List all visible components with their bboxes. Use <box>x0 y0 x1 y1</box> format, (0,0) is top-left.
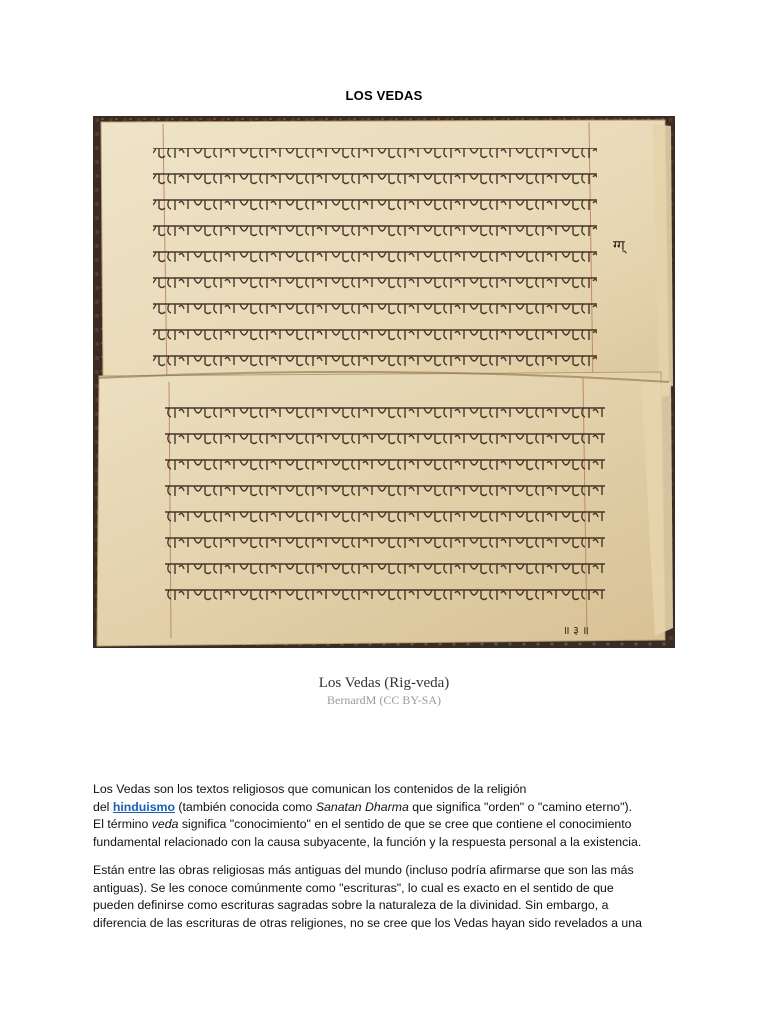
manuscript-photo <box>93 116 675 648</box>
text-fragment: El término <box>93 817 152 831</box>
text-fragment: significa "conocimiento" en el sentido de que se cree que contiene el conocimiento <box>178 817 632 831</box>
text-fragment: que significa "orden" o "camino eterno"). <box>408 799 632 814</box>
manuscript-image <box>93 116 675 648</box>
paragraph-antiquity <box>93 862 673 932</box>
hinduismo-link[interactable]: hinduismo <box>112 799 175 814</box>
paragraph-line: fundamental relacionado con la causa subyacente, la función y la respuesta personal a la existencia. <box>93 834 642 849</box>
figure-caption-credit: BernardM (CC BY-SA) <box>327 693 441 707</box>
italic-term: Sanatan Dharma <box>315 799 409 814</box>
paragraph-line <box>93 799 673 817</box>
text-fragment: del <box>93 799 113 814</box>
text-fragment: (también conocida como <box>175 799 316 814</box>
paragraph-line: antiguas). Se les conoce comúnmente como "escrituras", lo cual es exacto en el sentido de que <box>93 880 614 895</box>
page-title: LOS VEDAS <box>345 88 423 103</box>
figure-caption-title: Los Vedas (Rig-veda) <box>318 675 450 691</box>
italic-term: veda <box>151 817 179 831</box>
paragraph-line: Están entre las obras religiosas más antiguas del mundo (incluso podría afirmarse que son las más <box>93 863 634 877</box>
svg-text:ग्ग्: ग्ग् <box>613 238 625 254</box>
svg-text:॥ ३ ॥: ॥ ३ ॥ <box>563 624 589 637</box>
paragraph-line: diferencia de las escrituras de otras religiones, no se cree que los Vedas hayan sido revelados a una <box>93 915 642 930</box>
paragraph-line: pueden definirse como escrituras sagradas sobre la naturaleza de la divinidad. Sin embargo, a <box>93 898 609 912</box>
paragraph-line <box>93 816 673 834</box>
paragraph-line: Los Vedas son los textos religiosos que comunican los contenidos de la religión <box>93 782 527 796</box>
paragraph-intro <box>93 781 673 851</box>
